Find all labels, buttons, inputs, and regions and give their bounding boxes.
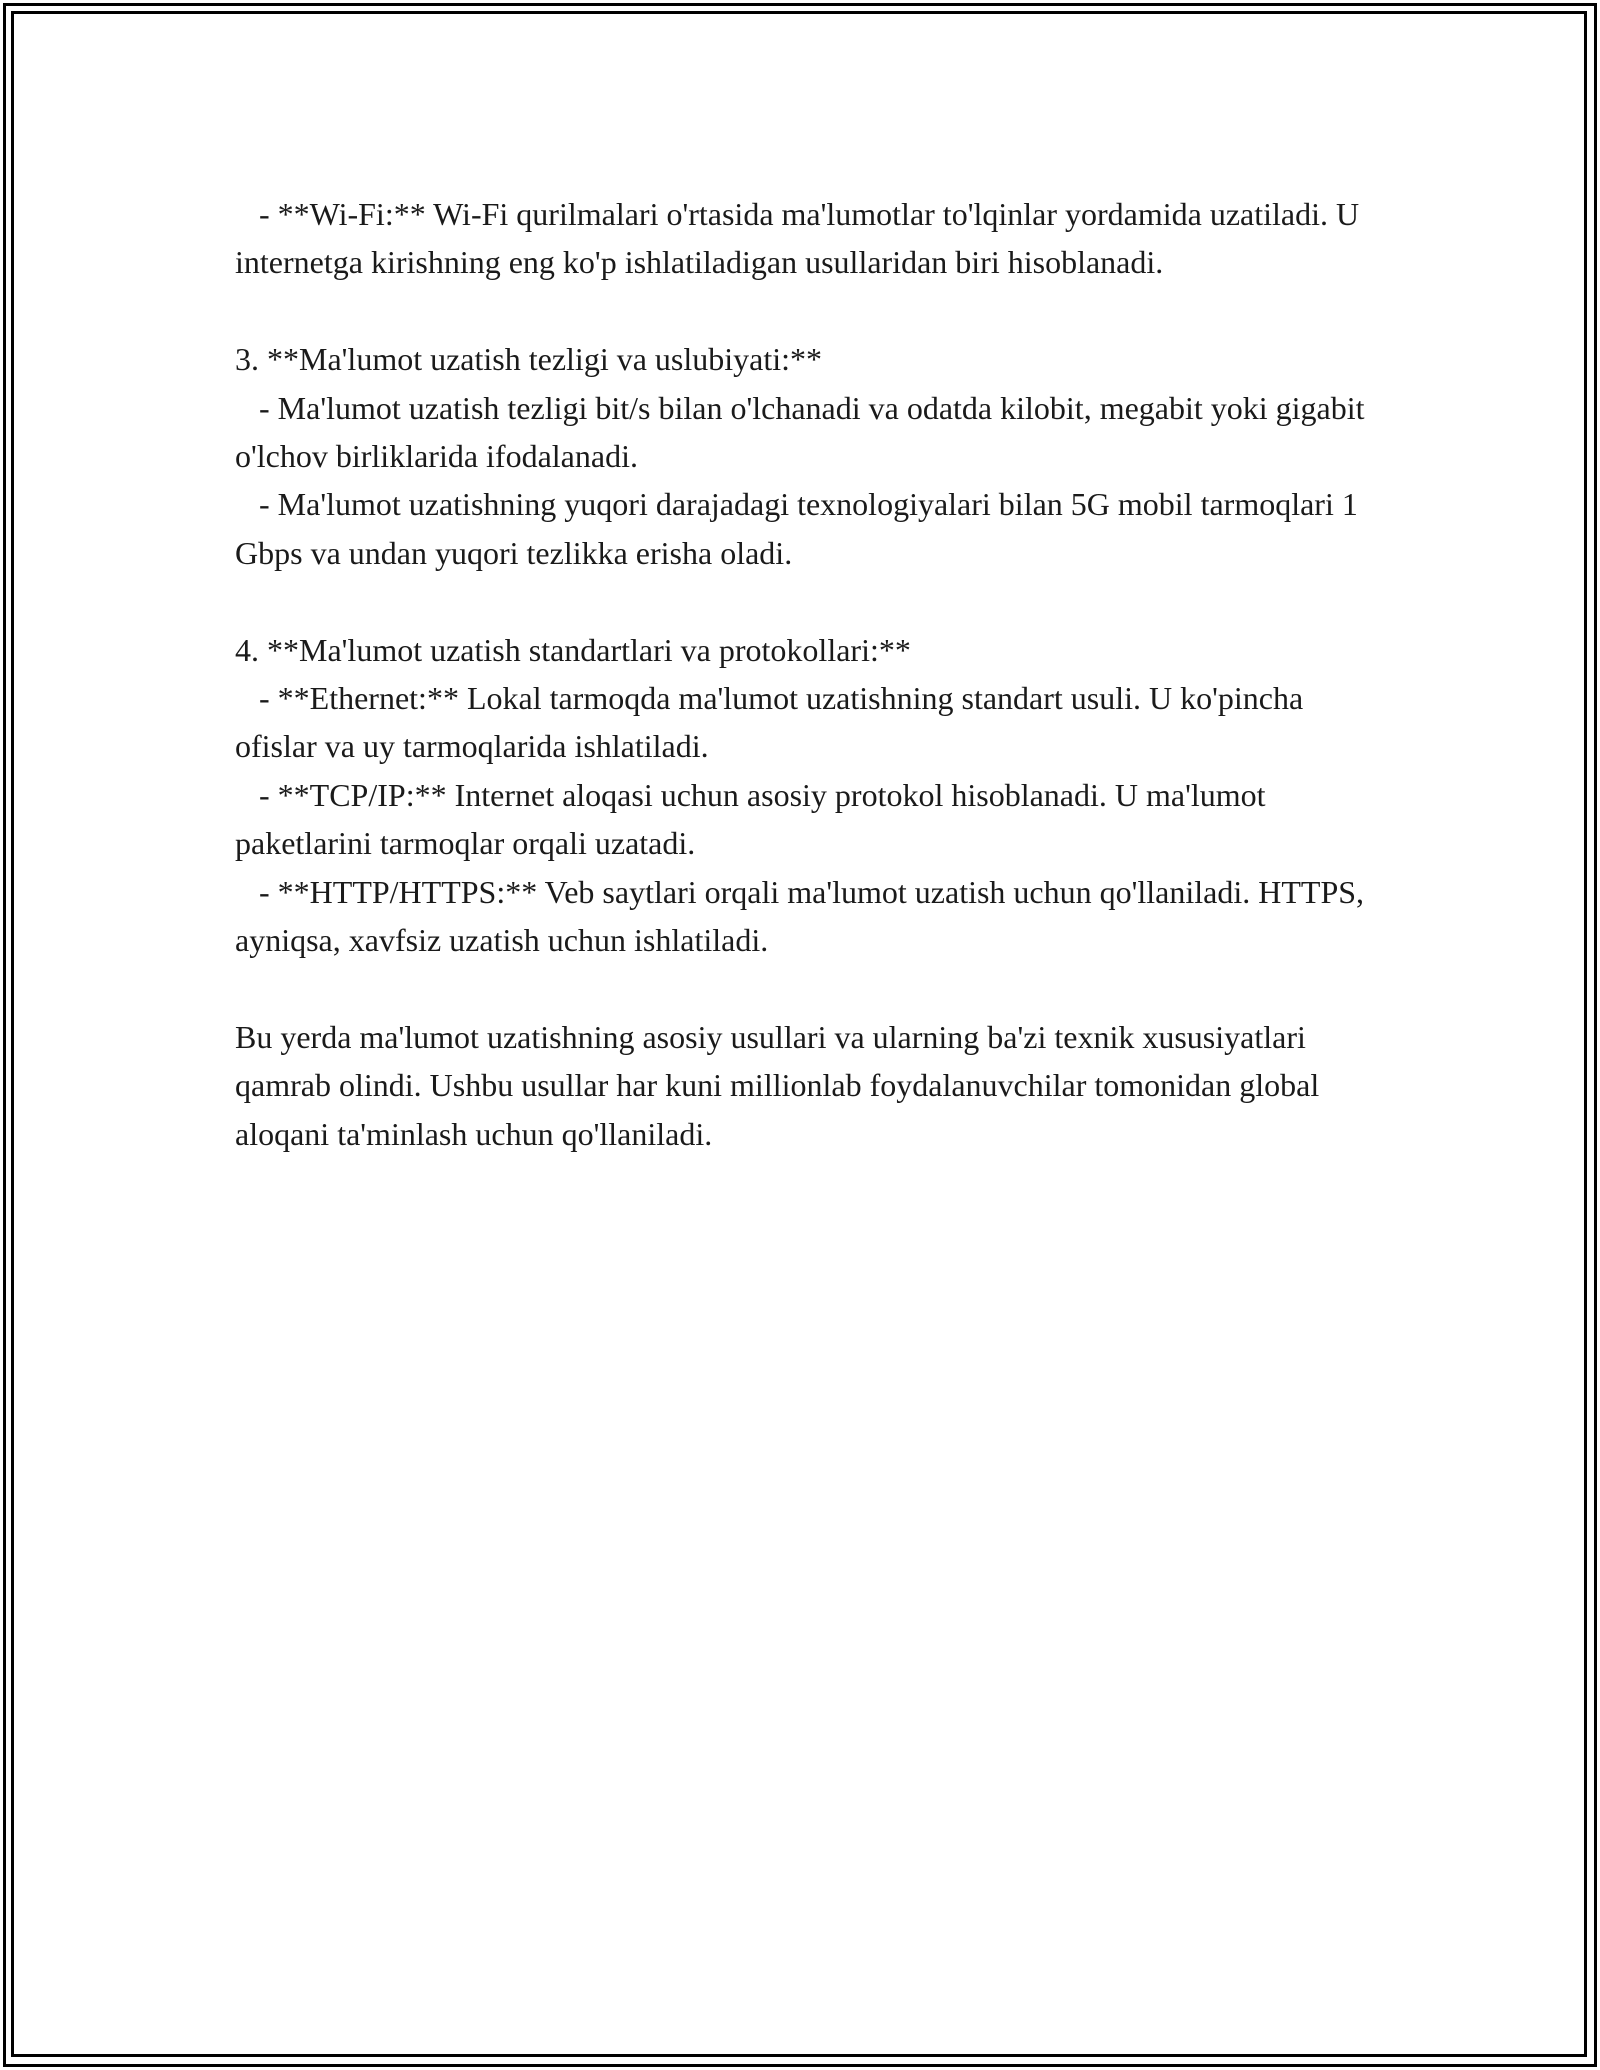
speed-bullet: - Ma'lumot uzatish tezligi bit/s bilan o'lchanadi va odatda kilobit, megabit yoki gigabit o'lchov birliklarida ifodalanadi. bbox=[235, 389, 1373, 475]
ethernet-bullet: - **Ethernet:** Lokal tarmoqda ma'lumot uzatishning standart usuli. U ko'pincha ofislar va uy tarmoqlarida ishlatiladi. bbox=[235, 680, 1312, 765]
summary-paragraph: Bu yerda ma'lumot uzatishning asosiy usullari va ularning ba'zi texnik xususiyatlari qamrab olindi. Ushbu usullar har kuni millionlab foydalanuvchilar tomonidan global aloqani ta'minlash uchun qo'llaniladi. bbox=[235, 1018, 1328, 1152]
http-bullet: - **HTTP/HTTPS:** Veb saytlari orqali ma'lumot uzatish uchun qo'llaniladi. HTTPS, ayniqsa, xavfsiz uzatish uchun ishlatiladi. bbox=[235, 873, 1373, 959]
document-body bbox=[235, 190, 1373, 1158]
blank-line bbox=[235, 287, 1365, 335]
section-3-heading: 3. **Ma'lumot uzatish tezligi va uslubiyati:** bbox=[235, 341, 823, 378]
tcpip-bullet: - **TCP/IP:** Internet aloqasi uchun asosiy protokol hisoblanadi. U ma'lumot paketlarini tarmoqlar orqali uzatadi. bbox=[235, 776, 1274, 862]
5g-bullet: - Ma'lumot uzatishning yuqori darajadagi texnologiyalari bilan 5G mobil tarmoqlari 1 Gbps va undan yuqori tezlikka erisha oladi. bbox=[235, 486, 1366, 571]
blank-line bbox=[235, 577, 1365, 625]
section-4-heading: 4. **Ma'lumot uzatish standartlari va protokollari:** bbox=[235, 631, 911, 668]
wifi-bullet: - **Wi-Fi:** Wi-Fi qurilmalari o'rtasida ma'lumotlar to'lqinlar yordamida uzatiladi. U internetga kirishning eng ko'p ishlatiladigan usullaridan biri hisoblanadi. bbox=[235, 196, 1368, 281]
blank-line bbox=[235, 964, 1365, 1012]
